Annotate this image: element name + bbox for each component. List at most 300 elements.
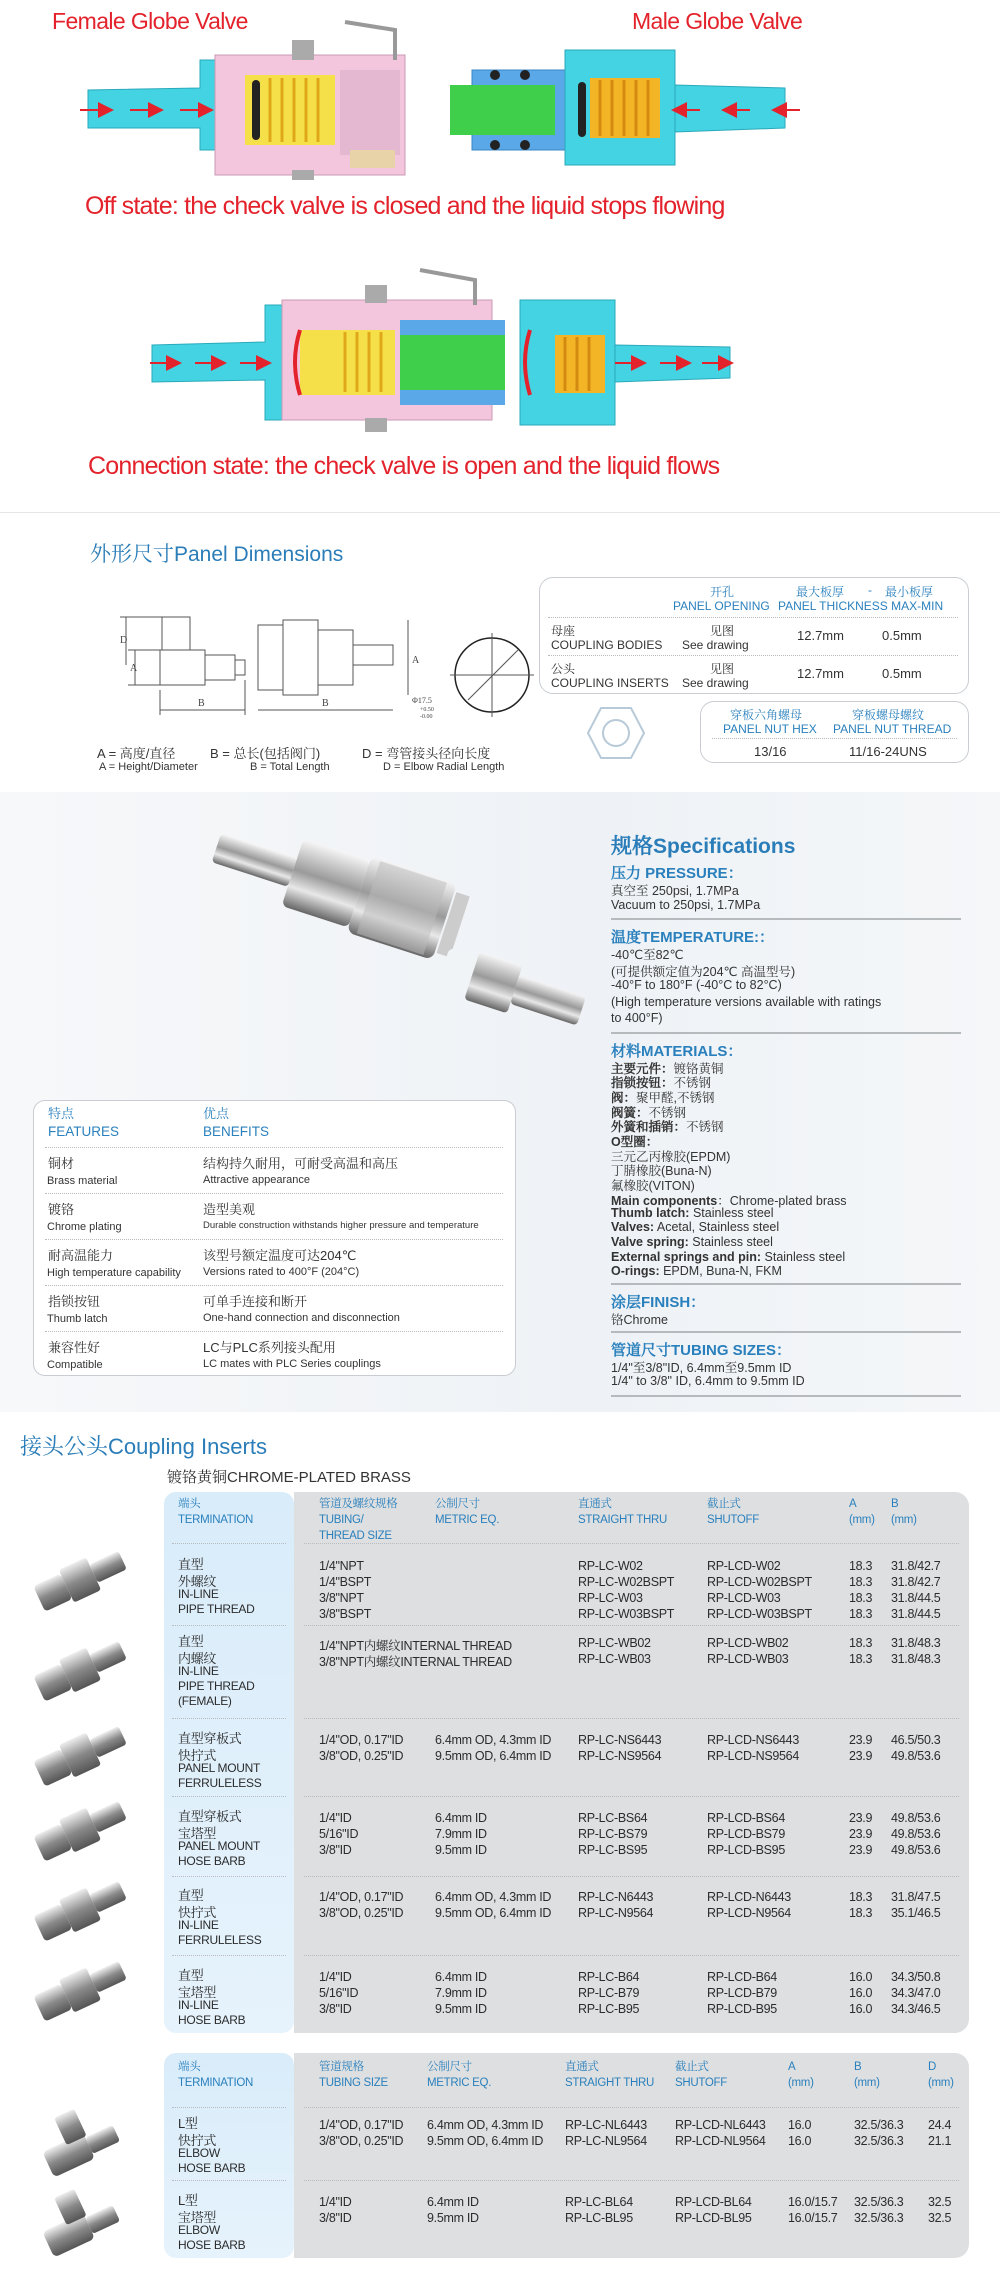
- feature-cn: 兼容性好: [48, 1340, 101, 1355]
- spec-label: 阀：: [611, 1090, 637, 1105]
- table-cell: 9.5mm ID: [435, 1843, 487, 1857]
- column-header: 公制尺寸: [435, 1498, 480, 1510]
- opening-en: See drawing: [682, 638, 749, 652]
- row-divider: [172, 2107, 286, 2108]
- spec-value: 不锈钢: [686, 1120, 724, 1135]
- column-header: D: [928, 2061, 937, 2073]
- row-divider: [45, 1193, 503, 1194]
- insert-thumbnail-icon: [32, 1719, 131, 1791]
- column-header: (mm): [788, 2077, 814, 2089]
- table-cell: 1/4"OD, 0.17"ID: [319, 2118, 404, 2132]
- table-cell: 16.0/15.7: [788, 2195, 838, 2209]
- label-a: A: [130, 663, 138, 674]
- benefit-cn: 该型号额定温度可达204℃: [203, 1248, 357, 1263]
- termination-label: 内螺纹: [178, 1651, 217, 1666]
- spec-line: [611, 995, 881, 1009]
- spec-value: 1/4" to 3/8" ID, 6.4mm to 9.5mm ID: [611, 1374, 805, 1388]
- nut-thread-header-en: PANEL NUT THREAD: [833, 722, 952, 736]
- hex-nut-icon: [586, 706, 646, 760]
- table-cell: 34.3/46.5: [891, 2002, 941, 2016]
- header-cn-dash: -: [868, 583, 872, 597]
- column-header: STRAIGHT THRU: [578, 1514, 667, 1526]
- legend-cn-b: B = 总长(包括阀门): [210, 746, 321, 761]
- table-cell: 1/4"BSPT: [319, 1575, 372, 1589]
- termination-label: 直型: [178, 1888, 204, 1903]
- table-cell: 31.8/42.7: [891, 1575, 941, 1589]
- table-cell: 18.3: [849, 1607, 873, 1621]
- table-cell: 3/8"OD, 0.25"ID: [319, 1749, 404, 1763]
- spec-rule: [611, 1283, 961, 1285]
- termination-label: HOSE BARB: [178, 2013, 246, 2027]
- table-cell: RP-LCD-BL95: [675, 2211, 752, 2225]
- phi-label: Φ17.5: [412, 696, 432, 705]
- termination-label: 宝塔型: [178, 1985, 217, 2000]
- termination-label: IN-LINE: [178, 1587, 219, 1601]
- table-cell: RP-LC-W03: [578, 1591, 643, 1605]
- header-cn-opening: 开孔: [710, 585, 735, 599]
- table-cell: RP-LCD-WB02: [707, 1636, 789, 1650]
- nut-hex-header-en: PANEL NUT HEX: [723, 722, 817, 736]
- spec-label: O型圈：: [611, 1135, 659, 1149]
- termination-label: L型: [178, 2193, 198, 2208]
- spec-value: (High temperature versions available with ratings: [611, 994, 882, 1009]
- table-cell: 5/16"ID: [319, 1986, 359, 2000]
- table-cell: 3/8"NPT: [319, 1591, 364, 1605]
- termination-label: 直型穿板式: [178, 1809, 242, 1824]
- table-cell: 18.3: [849, 1652, 873, 1666]
- column-header: METRIC EQ.: [435, 1514, 500, 1526]
- spec-value: Stainless steel: [689, 1205, 774, 1220]
- table-cell: RP-LCD-B64: [707, 1970, 777, 1984]
- table-cell: RP-LCD-B95: [707, 2002, 777, 2016]
- row-divider: [45, 1285, 503, 1286]
- termination-label: 快拧式: [178, 1748, 217, 1763]
- termination-label: FERRULELESS: [178, 1776, 262, 1790]
- table-cell: 32.5/36.3: [854, 2118, 904, 2132]
- spec-value: Acetal, Stainless steel: [654, 1220, 780, 1235]
- spec-value: 1/4"至3/8"ID, 6.4mm至9.5mm ID: [611, 1360, 792, 1375]
- table-cell: 3/8"BSPT: [319, 1607, 372, 1621]
- panel-dimensions-title: 外形尺寸Panel Dimensions: [90, 543, 344, 566]
- table-cell: 16.0: [788, 2118, 812, 2132]
- benefit-en: Versions rated to 400°F (204°C): [203, 1266, 360, 1278]
- row-divider: [304, 2107, 959, 2108]
- features-header-en: FEATURES: [48, 1124, 120, 1139]
- table-cell: 1/4"ID: [319, 1970, 352, 1984]
- spec-value: ：Chrome-plated brass: [717, 1193, 847, 1208]
- column-header: 端头: [178, 1498, 201, 1510]
- label-d: D: [120, 635, 128, 646]
- table-cell: RP-LC-NL6443: [565, 2118, 647, 2132]
- spec-value: 不锈钢: [673, 1076, 712, 1091]
- table-cell: RP-LC-BL64: [565, 2195, 633, 2209]
- spec-line: [611, 881, 739, 899]
- spec-label: Valves:: [611, 1220, 655, 1235]
- benefit-en: Attractive appearance: [203, 1174, 311, 1186]
- spec-label: Valve spring:: [611, 1234, 689, 1249]
- specifications-title: 规格Specifications: [611, 835, 796, 858]
- spec-line: [611, 962, 795, 980]
- feature-cn: 镀铬: [48, 1202, 75, 1217]
- table-cell: RP-LCD-NS9564: [707, 1749, 799, 1763]
- column-header: TUBING/: [319, 1514, 364, 1526]
- spec-value: 三元乙丙橡胶(EPDM): [611, 1149, 731, 1164]
- insert-thumbnails: [0, 1540, 165, 2280]
- table-cell: 18.3: [849, 1906, 873, 1920]
- table-cell: RP-LCD-BS79: [707, 1827, 785, 1841]
- column-header: 管道及螺纹规格: [319, 1498, 398, 1510]
- column-header: METRIC EQ.: [427, 2077, 492, 2089]
- spec-value: Stainless steel: [761, 1249, 846, 1264]
- valve-cross-section-diagram: [0, 0, 1000, 510]
- table-cell: 9.5mm OD, 6.4mm ID: [427, 2134, 544, 2148]
- row-divider: [304, 1955, 959, 1956]
- spec-line: [611, 978, 782, 992]
- row-divider: [45, 1331, 503, 1332]
- spec-value: -40℃至82℃: [611, 948, 684, 962]
- table-cell: RP-LC-WB02: [578, 1636, 651, 1650]
- insert-thumbnail-icon: [32, 1544, 131, 1616]
- termination-label: PIPE THREAD: [178, 1602, 255, 1616]
- spec-line: [611, 1235, 773, 1249]
- features-table: [33, 1100, 516, 1376]
- header-en-opening: PANEL OPENING: [673, 599, 770, 613]
- max-thickness: 12.7mm: [797, 628, 844, 643]
- termination-label: HOSE BARB: [178, 1854, 246, 1868]
- termination-label: 快拧式: [178, 1905, 217, 1920]
- table-cell: 1/4"OD, 0.17"ID: [319, 1890, 404, 1904]
- column-header: A: [788, 2061, 796, 2073]
- spec-label: Thumb latch:: [611, 1205, 690, 1220]
- insert-thumbnail-icon: [32, 1954, 131, 2026]
- table-cell: RP-LCD-BS64: [707, 1811, 785, 1825]
- table-cell: 31.8/48.3: [891, 1652, 941, 1666]
- column-header: TUBING SIZE: [319, 2077, 388, 2089]
- row-divider: [304, 1876, 959, 1877]
- table-cell: RP-LC-BS79: [578, 1827, 648, 1841]
- spec-value: 不锈钢: [648, 1105, 687, 1120]
- table-cell: RP-LC-W02BSPT: [578, 1575, 675, 1589]
- spec-value: 聚甲醛,不锈钢: [636, 1090, 715, 1105]
- column-header: B: [854, 2061, 862, 2073]
- table-cell: 16.0/15.7: [788, 2211, 838, 2225]
- nut-thread-header-cn: 穿板螺母螺纹: [852, 708, 925, 722]
- table-cell: 32.5/36.3: [854, 2195, 904, 2209]
- spec-value: 真空至 250psi, 1.7MPa: [611, 884, 739, 898]
- table-cell: 35.1/46.5: [891, 1906, 941, 1920]
- male-valve-off: [450, 50, 800, 165]
- spec-label: 指锁按钮：: [611, 1076, 674, 1091]
- row-divider: [172, 1625, 286, 1626]
- min-thickness: 0.5mm: [882, 628, 922, 643]
- table-cell: RP-LC-BS64: [578, 1811, 648, 1825]
- table-cell: RP-LCD-NS6443: [707, 1733, 799, 1747]
- nut-hex-value: 13/16: [754, 744, 787, 759]
- table-cell: RP-LC-NS9564: [578, 1749, 662, 1763]
- feature-cn: 耐高温能力: [48, 1248, 114, 1263]
- valve-connected: [150, 270, 730, 432]
- termination-label: PIPE THREAD: [178, 1679, 255, 1693]
- female-valve-off: [80, 22, 405, 180]
- column-header: TERMINATION: [178, 1514, 254, 1526]
- spec-value: -40°F to 180°F (-40°C to 82°C): [611, 978, 782, 992]
- table-cell: 18.3: [849, 1575, 873, 1589]
- benefits-header-en: BENEFITS: [203, 1124, 270, 1139]
- table-cell: RP-LC-BS95: [578, 1843, 648, 1857]
- spec-label: 外簧和插销：: [611, 1120, 687, 1135]
- opening-en: See drawing: [682, 676, 749, 690]
- legend-cn-d: D = 弯管接头径向长度: [362, 746, 491, 761]
- spec-heading: 涂层FINISH：: [611, 1294, 706, 1311]
- table-cell: 18.3: [849, 1591, 873, 1605]
- table-cell: 32.5: [928, 2211, 952, 2225]
- column-header: SHUTOFF: [707, 1514, 759, 1526]
- spec-line: [611, 898, 760, 912]
- spec-label: 阀簧：: [611, 1105, 649, 1120]
- termination-label: 宝塔型: [178, 1826, 217, 1841]
- column-header: SHUTOFF: [675, 2077, 727, 2089]
- row-divider: [172, 1955, 286, 1956]
- column-header: TERMINATION: [178, 2077, 254, 2089]
- row-divider: [172, 2180, 286, 2181]
- column-header: (mm): [854, 2077, 880, 2089]
- row-name-en: COUPLING INSERTS: [551, 676, 669, 690]
- table-cell: 6.4mm ID: [435, 1811, 487, 1825]
- female-globe-valve-label: Female Globe Valve: [52, 8, 248, 34]
- column-header: (mm): [928, 2077, 954, 2089]
- row-divider: [712, 738, 957, 739]
- table-cell: 3/8"ID: [319, 1843, 352, 1857]
- table-cell: RP-LC-WB03: [578, 1652, 651, 1666]
- termination-label: 外螺纹: [178, 1574, 217, 1589]
- column-header: B: [891, 1498, 899, 1510]
- spec-line: [611, 1220, 779, 1234]
- table-cell: 1/4"NPT内螺纹INTERNAL THREAD: [319, 1639, 512, 1653]
- termination-label: 宝塔型: [178, 2210, 217, 2225]
- table-cell: 9.5mm ID: [427, 2211, 479, 2225]
- table-cell: 16.0: [849, 1970, 873, 1984]
- table-cell: 5/16"ID: [319, 1827, 359, 1841]
- table-cell: RP-LC-NS6443: [578, 1733, 662, 1747]
- termination-label: FERRULELESS: [178, 1933, 262, 1947]
- spec-rule: [611, 1032, 961, 1034]
- feature-cn: 指锁按钮: [48, 1294, 101, 1309]
- legend-en-d: D = Elbow Radial Length: [383, 761, 505, 773]
- table-cell: 9.5mm ID: [435, 2002, 487, 2016]
- spec-label: Main components: [611, 1193, 718, 1208]
- termination-label: 快拧式: [178, 2133, 217, 2148]
- spec-heading: 压力 PRESSURE：: [611, 865, 743, 882]
- spec-line: [611, 1264, 782, 1278]
- row-divider: [304, 1625, 959, 1626]
- spec-value: Stainless steel: [688, 1234, 773, 1249]
- legend-cn-a: A = 高度/直径: [97, 746, 176, 761]
- table-cell: 49.8/53.6: [891, 1811, 941, 1825]
- table-cell: RP-LCD-BS95: [707, 1843, 785, 1857]
- spec-label: O-rings:: [611, 1264, 660, 1279]
- table-cell: 32.5/36.3: [854, 2134, 904, 2148]
- table-cell: RP-LC-W02: [578, 1559, 643, 1573]
- product-photo: [190, 818, 600, 1073]
- table-cell: 31.8/47.5: [891, 1890, 941, 1904]
- table-cell: RP-LC-BL95: [565, 2211, 633, 2225]
- opening-cn: 见图: [710, 624, 735, 638]
- table-cell: 1/4"NPT: [319, 1559, 364, 1573]
- row-name-en: COUPLING BODIES: [551, 638, 663, 652]
- row-divider: [304, 1718, 959, 1719]
- table-cell: RP-LC-W03BSPT: [578, 1607, 675, 1621]
- spec-value: Vacuum to 250psi, 1.7MPa: [611, 897, 761, 912]
- table-cell: 46.5/50.3: [891, 1733, 941, 1747]
- table-cell: 49.8/53.6: [891, 1843, 941, 1857]
- header-en-thickness: PANEL THICKNESS MAX-MIN: [778, 599, 944, 613]
- termination-label: ELBOW: [178, 2146, 220, 2160]
- table-cell: 23.9: [849, 1749, 873, 1763]
- table-cell: 7.9mm ID: [435, 1986, 487, 2000]
- table-cell: 16.0: [788, 2134, 812, 2148]
- spec-line: [611, 1011, 663, 1025]
- insert-thumbnail-icon: [32, 1874, 131, 1946]
- spec-line: [611, 1250, 845, 1264]
- spec-rule: [611, 918, 961, 920]
- benefit-cn: 可单手连接和断开: [203, 1294, 308, 1309]
- table-cell: 34.3/50.8: [891, 1970, 941, 1984]
- min-thickness: 0.5mm: [882, 666, 922, 681]
- termination-label: ELBOW: [178, 2223, 220, 2237]
- header-cn-max: 最大板厚: [796, 585, 845, 599]
- row-divider: [172, 1718, 286, 1719]
- table-cell: 31.8/44.5: [891, 1607, 941, 1621]
- max-thickness: 12.7mm: [797, 666, 844, 681]
- spec-rule: [611, 1331, 961, 1333]
- table-cell: 3/8"OD, 0.25"ID: [319, 1906, 404, 1920]
- table-cell: 18.3: [849, 1890, 873, 1904]
- table-cell: 21.1: [928, 2134, 952, 2148]
- legend-en-a: A = Height/Diameter: [99, 761, 198, 773]
- row-divider: [304, 1543, 959, 1544]
- insert-thumbnail-icon: [31, 2177, 122, 2258]
- column-header: 端头: [178, 2061, 201, 2073]
- termination-label: (FEMALE): [178, 1694, 232, 1708]
- benefit-en: Durable construction withstands higher pressure and temperature: [203, 1220, 479, 1231]
- benefit-cn: 结构持久耐用，可耐受高温和高压: [203, 1156, 399, 1171]
- label-b2: B: [322, 698, 329, 709]
- table-cell: RP-LC-N6443: [578, 1890, 654, 1904]
- termination-label: PANEL MOUNT: [178, 1839, 261, 1853]
- tol-minus: -0.00: [420, 714, 433, 720]
- table-cell: RP-LC-B95: [578, 2002, 640, 2016]
- feature-cn: 铜材: [48, 1156, 75, 1171]
- table-cell: 31.8/48.3: [891, 1636, 941, 1650]
- table-cell: 49.8/53.6: [891, 1827, 941, 1841]
- table-cell: RP-LCD-NL9564: [675, 2134, 766, 2148]
- table-cell: 34.3/47.0: [891, 1986, 941, 2000]
- table-cell: 3/8"OD, 0.25"ID: [319, 2134, 404, 2148]
- insert-thumbnail-icon: [32, 1634, 131, 1706]
- male-globe-valve-label: Male Globe Valve: [632, 8, 803, 34]
- table-cell: 18.3: [849, 1559, 873, 1573]
- spec-line: [611, 1206, 774, 1220]
- table-cell: 9.5mm OD, 6.4mm ID: [435, 1749, 552, 1763]
- connection-state-caption: Connection state: the check valve is open and the liquid flows: [88, 452, 720, 480]
- table-cell: RP-LC-B64: [578, 1970, 640, 1984]
- feature-en: Compatible: [47, 1359, 103, 1371]
- coupling-inserts-title: 接头公头Coupling Inserts: [20, 1434, 267, 1459]
- table-cell: RP-LCD-WB03: [707, 1652, 789, 1666]
- column-header: 管道规格: [319, 2061, 364, 2073]
- tol-plus: +0.50: [420, 707, 434, 713]
- nut-hex-header-cn: 穿板六角螺母: [730, 708, 803, 722]
- features-header-cn: 特点: [48, 1106, 75, 1121]
- table-cell: 1/4"ID: [319, 1811, 352, 1825]
- termination-label: IN-LINE: [178, 1998, 219, 2012]
- benefit-en: One-hand connection and disconnection: [203, 1312, 400, 1324]
- table-cell: RP-LCD-BL64: [675, 2195, 752, 2209]
- table-cell: 23.9: [849, 1811, 873, 1825]
- row-divider: [304, 2180, 959, 2181]
- row-divider: [45, 1147, 503, 1148]
- insert-thumbnail-icon: [32, 1794, 131, 1866]
- benefit-cn: LC与PLC系列接头配用: [203, 1340, 336, 1355]
- benefits-header-cn: 优点: [203, 1106, 230, 1121]
- table-cell: 7.9mm ID: [435, 1827, 487, 1841]
- nut-thread-value: 11/16-24UNS: [849, 744, 927, 759]
- legend-en-b: B = Total Length: [250, 761, 330, 773]
- spec-value: 氟橡胶(VITON): [611, 1179, 695, 1194]
- table-cell: RP-LCD-N9564: [707, 1906, 791, 1920]
- termination-label: IN-LINE: [178, 1664, 219, 1678]
- row-divider: [548, 655, 958, 656]
- table-cell: RP-LCD-W02: [707, 1559, 781, 1573]
- spec-rule: [611, 1395, 961, 1397]
- opening-cn: 见图: [710, 662, 735, 676]
- feature-en: Thumb latch: [47, 1313, 108, 1325]
- table-cell: RP-LCD-W03: [707, 1591, 781, 1605]
- table-cell: 3/8"NPT内螺纹INTERNAL THREAD: [319, 1655, 512, 1669]
- spec-value: EPDM, Buna-N, FKM: [659, 1264, 782, 1279]
- table-cell: RP-LCD-N6443: [707, 1890, 791, 1904]
- row-name-cn: 公头: [551, 662, 576, 676]
- table-cell: RP-LCD-B79: [707, 1986, 777, 2000]
- divider: [0, 512, 1000, 513]
- benefit-en: LC mates with PLC Series couplings: [203, 1358, 381, 1370]
- spec-line: [611, 945, 684, 963]
- insert-thumbnail-icon: [31, 2097, 122, 2178]
- column-header: 直通式: [578, 1498, 612, 1510]
- table-cell: RP-LCD-NL6443: [675, 2118, 766, 2132]
- column-header: 公制尺寸: [427, 2061, 472, 2073]
- label-a2: A: [412, 655, 420, 666]
- feature-en: Brass material: [47, 1175, 118, 1187]
- row-divider: [172, 1543, 286, 1544]
- table-cell: 6.4mm ID: [435, 1970, 487, 1984]
- table-cell: 1/4"ID: [319, 2195, 352, 2209]
- table-cell: 6.4mm OD, 4.3mm ID: [435, 1890, 552, 1904]
- benefit-cn: 造型美观: [203, 1202, 256, 1217]
- table-cell: 16.0: [849, 1986, 873, 2000]
- table-cell: 9.5mm OD, 6.4mm ID: [435, 1906, 552, 1920]
- spec-value: to 400°F): [611, 1011, 663, 1025]
- table-cell: 6.4mm ID: [427, 2195, 479, 2209]
- termination-label: HOSE BARB: [178, 2238, 246, 2252]
- table-cell: 16.0: [849, 2002, 873, 2016]
- table-cell: 6.4mm OD, 4.3mm ID: [435, 1733, 552, 1747]
- spec-heading: 温度TEMPERATURE:：: [611, 929, 775, 946]
- row-name-cn: 母座: [551, 624, 576, 638]
- table-cell: RP-LCD-W03BSPT: [707, 1607, 812, 1621]
- table-cell: RP-LC-B79: [578, 1986, 640, 2000]
- spec-label: External springs and pin:: [611, 1249, 762, 1264]
